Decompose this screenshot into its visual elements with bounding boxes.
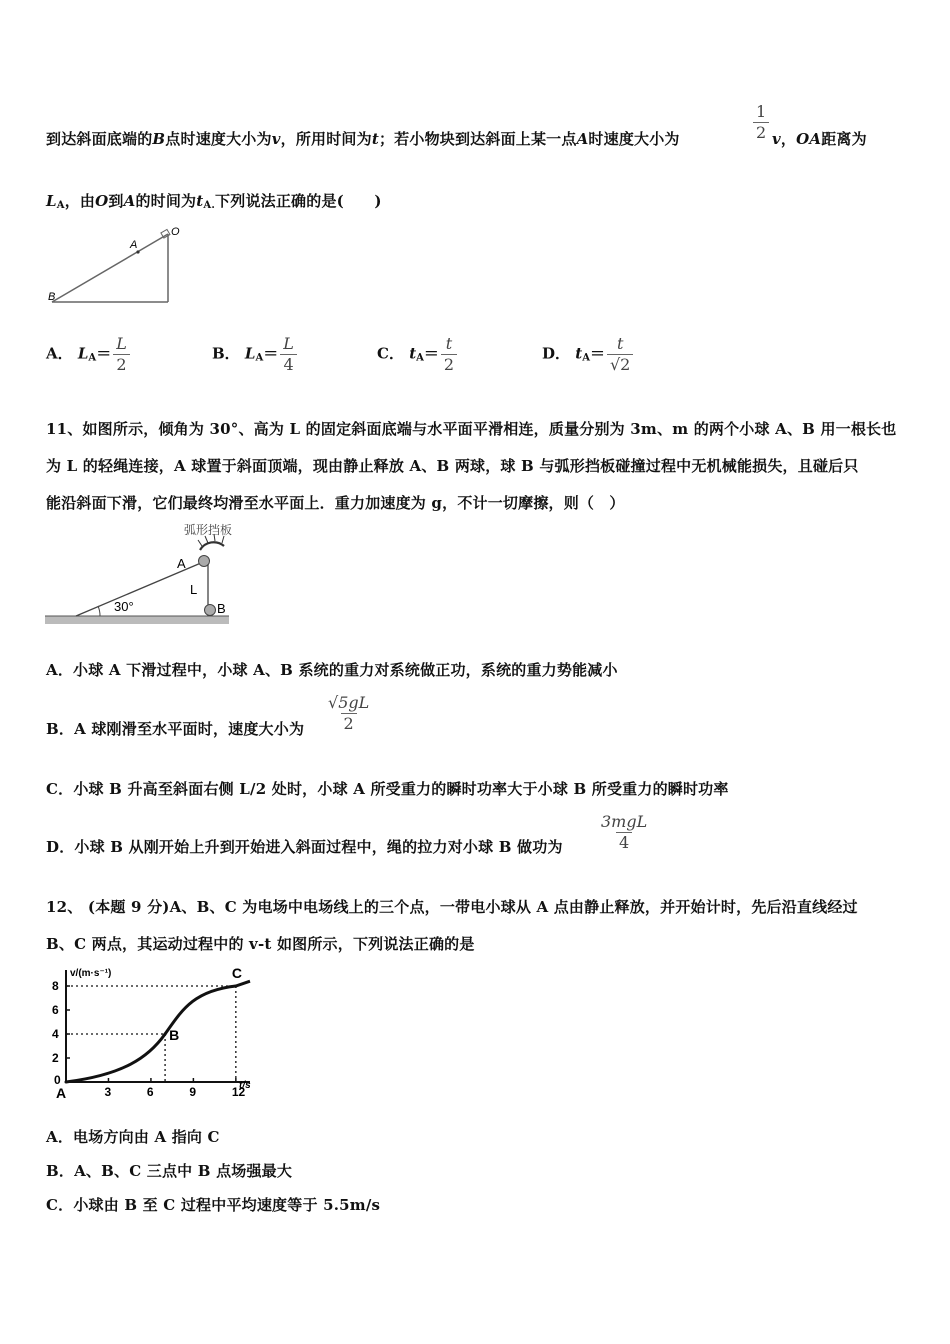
q12-option-b[interactable]: B．A、B、C 三点中 B 点场强最大 (46, 1162, 293, 1180)
label-B: B (48, 291, 56, 303)
q10-stem-line2: $L_A$，由O到A的时间为$t_{A.}$下列说法正确的是( ) (46, 192, 382, 211)
point-label-C: C (231, 965, 242, 981)
q10-option-d[interactable]: D． $t_A=$ $\frac{t}{√2}$ (542, 334, 635, 375)
q10-stem-line1-end: v，OA距离为 (772, 130, 867, 148)
q11-figure (44, 518, 254, 630)
y-axis-label: v/(m·s⁻¹) (70, 968, 112, 979)
q11-option-a[interactable]: A．小球 A 下滑过程中，小球 A、B 系统的重力对系统做正功，系统的重力势能减小 (46, 661, 618, 679)
q12-option-c[interactable]: C．小球由 B 至 C 过程中平均速度等于 5.5m/s (46, 1196, 381, 1214)
origin-label: 0 (54, 1073, 61, 1087)
x-tick-label: 9 (189, 1085, 197, 1099)
q11-stem-line3: 能沿斜面下滑，它们最终均滑至水平面上．重力加速度为 g，不计一切摩擦，则（ ） (46, 494, 625, 512)
y-tick-label: 4 (52, 1027, 59, 1041)
x-tick-label: 12 (231, 1085, 246, 1099)
label-O: O (171, 226, 180, 238)
ball-a-label: A (177, 556, 186, 571)
point-C (234, 985, 237, 988)
y-tick-label: 8 (52, 979, 59, 993)
q11-option-d-value: $\frac{\text{3mgL}}{4}$ (601, 812, 648, 852)
x-tick-label: 6 (146, 1085, 154, 1099)
q11-stem-line2: 为 L 的轻绳连接，A 球置于斜面顶端，现由静止释放 A、B 两球，球 B 与弧形挡板碰撞过程中无机械能损失，且碰后只 (46, 457, 859, 475)
q11-option-c[interactable]: C．小球 B 升高至斜面右侧 L/2 处时，小球 A 所受重力的瞬时功率大于小球 B 所受重力的瞬时功率 (46, 780, 729, 798)
y-tick-label: 6 (52, 1003, 59, 1017)
velocity-curve (66, 981, 250, 1082)
incline-figure (44, 222, 194, 310)
q12-option-a[interactable]: A．电场方向由 A 指向 C (46, 1128, 220, 1146)
point-A (65, 1081, 68, 1084)
x-axis-label: t/s (239, 1080, 251, 1091)
q12-stem-line1: 12、 (本题 9 分)A、B、C 为电场中电场线上的三个点，一带电小球从 A 点由静止释放，并开始计时，先后沿直线经过 (46, 898, 858, 916)
q11-stem-line1: 11、如图所示，倾角为 30°、高为 L 的固定斜面底端与水平面平滑相连，质量分别为 3m、m 的两个小球 A、B 用一根长也 (46, 420, 897, 438)
q10-option-c[interactable]: C． $t_A=$ $\frac{t}{2}$ (377, 334, 459, 375)
q11-option-b-value: $\frac{√5gL}{2}$ (328, 693, 370, 733)
q10-option-a[interactable]: A． $L_A=$ $\frac{L}{2}$ (46, 334, 132, 375)
q11-option-b[interactable]: B．A 球刚滑至水平面时，速度大小为 (46, 720, 305, 738)
angle-label: 30° (114, 599, 134, 614)
q11-option-d[interactable]: D．小球 B 从刚开始上升到开始进入斜面过程中，绳的拉力对小球 B 做功为 (46, 838, 563, 856)
point-label-A: A (56, 1085, 67, 1101)
point-label-B: B (169, 1027, 180, 1043)
rope-length-label: L (190, 582, 198, 597)
q10-option-b[interactable]: B． $L_A=$ $\frac{L}{4}$ (212, 334, 299, 375)
barrier-label: 弧形挡板 (184, 523, 233, 537)
point-B (164, 1033, 167, 1036)
q12-stem-line2: B、C 两点，其运动过程中的 v-t 如图所示，下列说法正确的是 (46, 935, 475, 953)
ball-b-label: B (217, 601, 226, 616)
y-tick-label: 2 (52, 1051, 59, 1065)
vt-chart (44, 962, 259, 1102)
x-tick-label: 3 (104, 1085, 112, 1099)
q10-stem-line1: 到达斜面底端的B点时速度大小为v，所用时间为t；若小物块到达斜面上某一点A时速度大小为 (46, 130, 680, 148)
half-fraction: $\frac{1}{2}$ (751, 102, 771, 143)
label-A: A (130, 239, 138, 251)
